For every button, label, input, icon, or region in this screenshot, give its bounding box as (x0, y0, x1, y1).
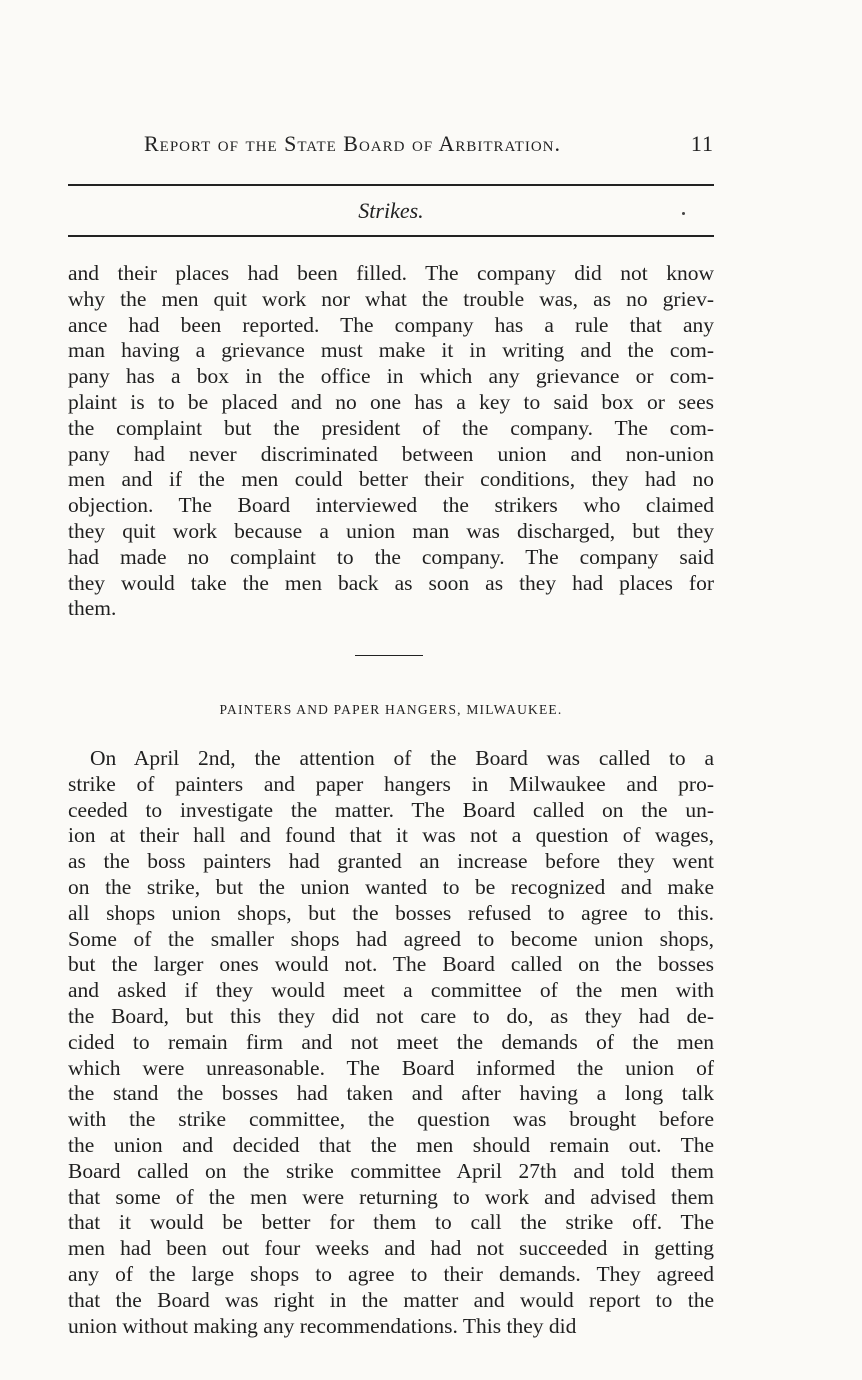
text-line: ion at their hall and found that it was not a question of wages, (68, 823, 714, 848)
subsection-title: PAINTERS AND PAPER HANGERS, MILWAUKEE. (219, 702, 563, 717)
text-line: on the strike, but the union wanted to be recognized and make (68, 874, 714, 899)
text-line: the complaint but the president of the company. The com- (68, 415, 714, 440)
text-line: union without making any recommendations. This they did (68, 1313, 577, 1338)
text-line: ance had been reported. The company has a rule that any (68, 312, 714, 337)
paragraph-continued (68, 261, 714, 622)
header-rule-bottom (68, 235, 714, 237)
print-speck (682, 212, 685, 215)
text-line: with the strike committee, the question was brought before (68, 1107, 714, 1132)
text-line: why the men quit work nor what the trouble was, as no griev- (68, 286, 714, 311)
text-line: cided to remain firm and not meet the demands of the men (68, 1029, 714, 1054)
text-line: and their places had been filled. The company did not know (68, 261, 714, 285)
text-line: pany had never discriminated between union and non-union (68, 441, 714, 466)
text-line: all shops union shops, but the bosses refused to agree to this. (68, 900, 714, 925)
text-line: which were unreasonable. The Board informed the union of (68, 1055, 714, 1080)
text-line: the stand the bosses had taken and after having a long talk (68, 1081, 714, 1106)
text-line: had made no complaint to the company. The company said (68, 544, 714, 569)
running-header (68, 131, 714, 161)
page-number: 11 (690, 131, 714, 156)
text-line: they would take the men back as soon as they had places for (68, 570, 714, 595)
text-line: that it would be better for them to call the strike off. The (68, 1210, 714, 1235)
text-line: On April 2nd, the attention of the Board was called to a (90, 746, 714, 770)
text-line: Some of the smaller shops had agreed to become union shops, (68, 926, 714, 951)
text-line: the union and decided that the men should remain out. The (68, 1132, 714, 1157)
text-line: men had been out four weeks and had not succeeded in getting (68, 1236, 714, 1261)
text-line: ceeded to investigate the matter. The Board called on the un- (68, 797, 714, 822)
header-rule-top (68, 184, 714, 186)
text-line: the Board, but this they did not care to do, as they had de- (68, 1003, 714, 1028)
text-line: as the boss painters had granted an increase before they went (68, 849, 714, 874)
text-line: they quit work because a union man was discharged, but they (68, 518, 714, 543)
text-line: objection. The Board interviewed the strikers who claimed (68, 493, 714, 518)
text-line: plaint is to be placed and no one has a key to said box or sees (68, 389, 714, 414)
text-line: pany has a box in the office in which any grievance or com- (68, 364, 714, 389)
text-line: that some of the men were returning to work and advised them (68, 1184, 714, 1209)
paragraph-painters-strike (68, 746, 714, 1339)
text-line: any of the large shops to agree to their demands. They agreed (68, 1261, 714, 1286)
document-page (68, 0, 714, 1380)
section-title: Strikes. (358, 198, 424, 223)
text-line: but the larger ones would not. The Board called on the bosses (68, 952, 714, 977)
text-line: that the Board was right in the matter and would report to the (68, 1287, 714, 1312)
section-divider (355, 655, 423, 656)
text-line: man having a grievance must make it in writing and the com- (68, 338, 714, 363)
text-line: men and if the men could better their conditions, they had no (68, 467, 714, 492)
text-line: and asked if they would meet a committee of the men with (68, 978, 714, 1003)
text-line: Board called on the strike committee April 27th and told them (68, 1158, 714, 1183)
text-line: strike of painters and paper hangers in Milwaukee and pro- (68, 771, 714, 796)
text-line: them. (68, 596, 117, 621)
running-title: Report of the State Board of Arbitration. (144, 131, 561, 156)
